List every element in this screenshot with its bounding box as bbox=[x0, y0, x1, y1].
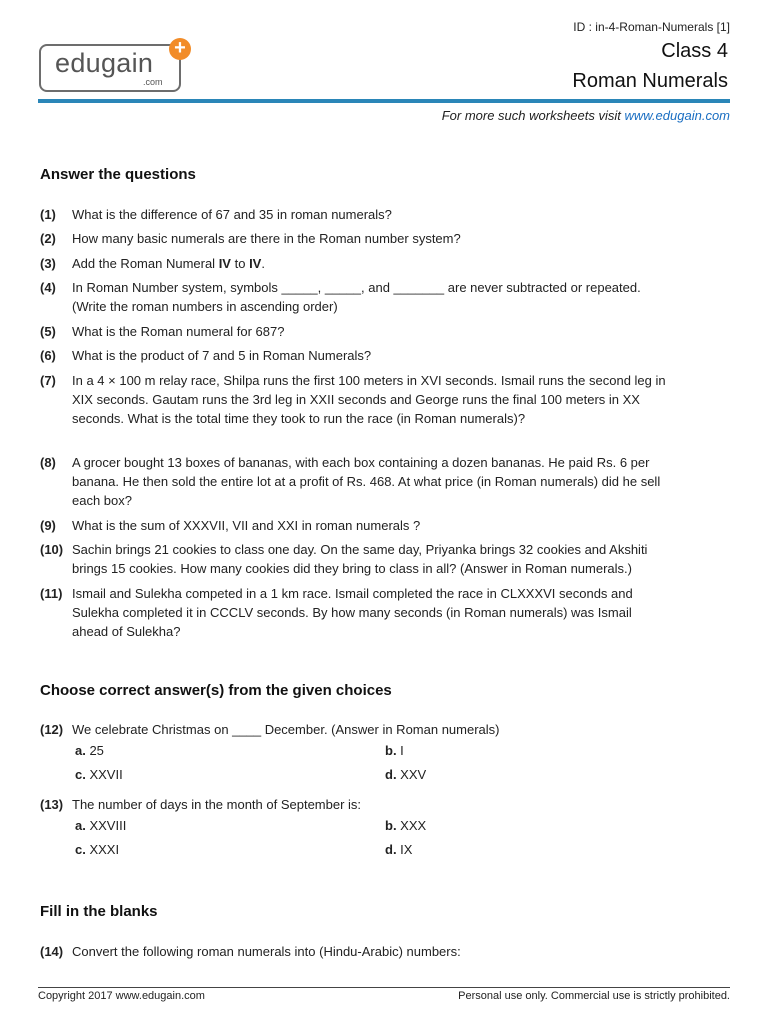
question-text: The number of days in the month of September is: bbox=[72, 797, 362, 812]
question-number: (11) bbox=[40, 586, 63, 601]
logo-text: edugain bbox=[55, 48, 154, 78]
question-line: brings 15 cookies. How many cookies did they bring to class in all? (Answer in Roman numerals.) bbox=[72, 561, 632, 576]
header-divider bbox=[38, 99, 730, 103]
option-label: d. bbox=[385, 842, 397, 857]
question-line: In a 4 × 100 m relay race, Shilpa runs the first 100 meters in XVI seconds. Ismail runs the second leg in bbox=[72, 373, 666, 388]
option-a[interactable] bbox=[75, 818, 126, 833]
question-text: How many basic numerals are there in the Roman number system? bbox=[72, 231, 461, 246]
question-14 bbox=[40, 942, 700, 961]
text-part: Add the Roman Numeral bbox=[72, 256, 219, 271]
question-11 bbox=[40, 584, 700, 641]
question-line: Ismail and Sulekha competed in a 1 km race. Ismail completed the race in CLXXXVI seconds and bbox=[72, 586, 633, 601]
question-line: each box? bbox=[72, 493, 132, 508]
option-label: b. bbox=[385, 818, 397, 833]
worksheet-id: ID : in-4-Roman-Numerals [1] bbox=[573, 20, 730, 34]
option-label: a. bbox=[75, 743, 86, 758]
question-line: XIX seconds. Gautam runs the 3rd leg in XXII seconds and George runs the final 100 meters in XX bbox=[72, 392, 640, 407]
question-number: (4) bbox=[40, 280, 56, 295]
question-number: (9) bbox=[40, 518, 56, 533]
question-line: banana. He then sold the entire lot at a profit of Rs. 468. At what price (in Roman numerals) did he sell bbox=[72, 474, 661, 489]
section-fill-blanks: Fill in the blanks bbox=[40, 903, 158, 920]
question-number: (10) bbox=[40, 542, 64, 557]
question-number: (1) bbox=[40, 207, 56, 222]
option-label: c. bbox=[75, 842, 86, 857]
question-5 bbox=[40, 322, 700, 341]
bold-numeral: IV bbox=[218, 256, 231, 271]
question-text bbox=[72, 254, 700, 273]
question-line: seconds. What is the total time they took to run the race (in Roman numerals)? bbox=[72, 411, 526, 426]
option-value: XXVII bbox=[85, 767, 123, 782]
option-value: 25 bbox=[85, 743, 104, 758]
edugain-link[interactable]: www.edugain.com bbox=[624, 108, 730, 123]
question-line: Sulekha completed it in CCCLV seconds. By how many seconds (in Roman numerals) was Ismail bbox=[72, 605, 632, 620]
option-label: b. bbox=[385, 743, 397, 758]
question-number: (12) bbox=[40, 722, 64, 737]
question-13 bbox=[40, 795, 700, 814]
more-worksheets bbox=[442, 108, 730, 123]
question-text: Convert the following roman numerals into (Hindu-Arabic) numbers: bbox=[72, 944, 461, 959]
question-line: (Write the roman numbers in ascending order) bbox=[72, 299, 338, 314]
plus-icon: + bbox=[169, 38, 191, 60]
option-value: XXV bbox=[396, 767, 427, 782]
option-value: IX bbox=[396, 842, 413, 857]
question-text: What is the Roman numeral for 687? bbox=[72, 324, 285, 339]
option-d[interactable] bbox=[385, 767, 426, 782]
option-b[interactable] bbox=[385, 818, 426, 833]
question-8 bbox=[40, 453, 700, 510]
question-text: What is the difference of 67 and 35 in roman numerals? bbox=[72, 207, 392, 222]
question-line: In Roman Number system, symbols _____, _____, and _______ are never subtracted or repeated. bbox=[72, 280, 641, 295]
logo-sub: .com bbox=[143, 77, 163, 87]
question-number: (6) bbox=[40, 348, 56, 363]
question-10 bbox=[40, 540, 700, 578]
question-text: We celebrate Christmas on ____ December. (Answer in Roman numerals) bbox=[72, 722, 500, 737]
option-d[interactable] bbox=[385, 842, 412, 857]
option-c[interactable] bbox=[75, 842, 119, 857]
question-number: (14) bbox=[40, 944, 64, 959]
more-prefix: For more such worksheets visit bbox=[441, 108, 625, 123]
usage-notice: Personal use only. Commercial use is strictly prohibited. bbox=[458, 990, 730, 1002]
footer-divider bbox=[38, 987, 730, 988]
question-number: (7) bbox=[40, 373, 56, 388]
bold-numeral: IV bbox=[249, 256, 262, 271]
question-number: (3) bbox=[40, 256, 56, 271]
option-value: XXXI bbox=[85, 842, 120, 857]
question-line: Sachin brings 21 cookies to class one day. On the same day, Priyanka brings 32 cookies and Akshiti bbox=[72, 542, 648, 557]
question-number: (13) bbox=[40, 797, 64, 812]
text-part: . bbox=[261, 256, 265, 271]
question-number: (2) bbox=[40, 231, 56, 246]
question-2 bbox=[40, 229, 700, 248]
question-9 bbox=[40, 516, 700, 535]
option-a[interactable] bbox=[75, 743, 104, 758]
section-choose-answers: Choose correct answer(s) from the given choices bbox=[40, 682, 392, 699]
topic-title: Roman Numerals bbox=[572, 70, 728, 92]
question-line: A grocer bought 13 boxes of bananas, with each box containing a dozen bananas. He paid Rs. 6 per bbox=[72, 455, 650, 470]
class-title: Class 4 bbox=[661, 40, 728, 62]
option-c[interactable] bbox=[75, 767, 123, 782]
question-number: (5) bbox=[40, 324, 56, 339]
question-1 bbox=[40, 205, 700, 224]
section-answer-questions: Answer the questions bbox=[40, 166, 196, 183]
option-value: I bbox=[396, 743, 404, 758]
question-6 bbox=[40, 346, 700, 365]
option-b[interactable] bbox=[385, 743, 404, 758]
question-number: (8) bbox=[40, 455, 56, 470]
option-label: c. bbox=[75, 767, 86, 782]
option-value: XXVIII bbox=[85, 818, 127, 833]
option-label: d. bbox=[385, 767, 397, 782]
copyright-text: Copyright 2017 www.edugain.com bbox=[38, 990, 205, 1002]
text-part: to bbox=[230, 256, 250, 271]
question-text: What is the product of 7 and 5 in Roman Numerals? bbox=[72, 348, 372, 363]
question-4 bbox=[40, 278, 700, 316]
question-text: What is the sum of XXXVII, VII and XXI in roman numerals ? bbox=[72, 518, 421, 533]
edugain-logo bbox=[39, 37, 191, 92]
question-3 bbox=[40, 254, 700, 273]
question-line: ahead of Sulekha? bbox=[72, 624, 181, 639]
option-label: a. bbox=[75, 818, 86, 833]
question-12 bbox=[40, 720, 700, 739]
option-value: XXX bbox=[396, 818, 427, 833]
question-7 bbox=[40, 371, 700, 428]
